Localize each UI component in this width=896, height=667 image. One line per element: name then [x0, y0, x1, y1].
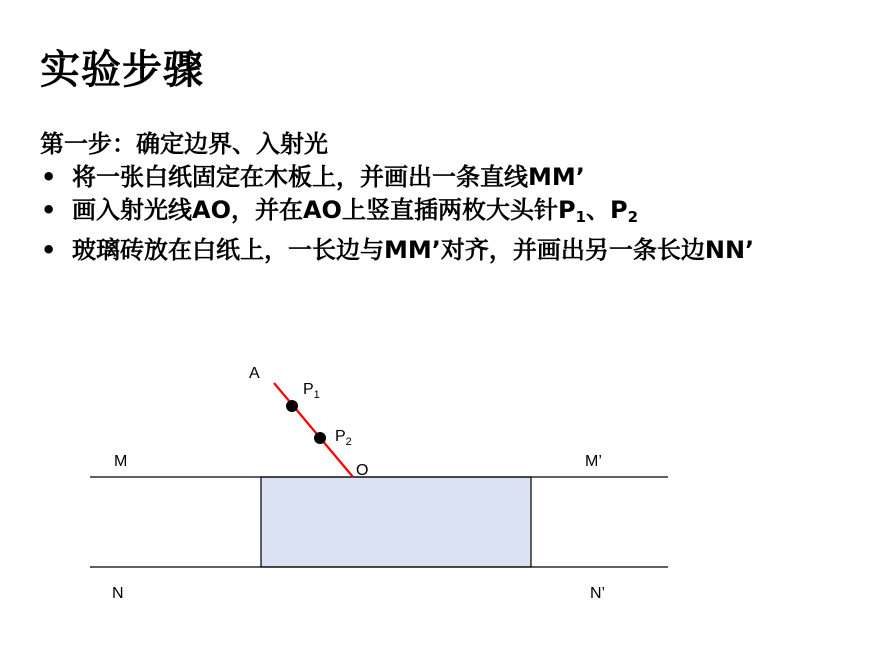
pin-p2 [314, 432, 326, 444]
bullet-text: 将一张白纸固定在木板上，并画出一条直线MM’ [72, 163, 585, 191]
label-p2-letter: P [335, 428, 346, 445]
bullet-dot: • [41, 236, 57, 264]
label-p1 [303, 381, 320, 401]
subscript: 2 [627, 208, 639, 226]
bullet-dot: • [41, 196, 57, 224]
step-heading: 第一步：确定边界、入射光 [40, 130, 328, 158]
label-m-prime: M’ [585, 453, 602, 470]
label-n-prime: N’ [590, 585, 606, 602]
label-n: N [112, 585, 124, 602]
bullet-text: 玻璃砖放在白纸上，一长边与MM’对齐，并画出另一条长边NN’ [72, 236, 755, 264]
subscript: 1 [575, 208, 586, 226]
slide-title: 实验步骤 [40, 47, 204, 93]
pin-p1 [286, 400, 298, 412]
label-p1-sub: 1 [313, 389, 320, 401]
label-o: O [356, 462, 369, 479]
label-p2 [335, 428, 352, 448]
label-p2-sub: 2 [345, 436, 352, 448]
label-a: A [249, 365, 260, 382]
bullet-text-part: 、P [585, 196, 628, 224]
label-p1-letter: P [303, 381, 314, 398]
label-m: M [114, 453, 128, 470]
glass-block [261, 477, 531, 567]
bullet-text-part: 画入射光线AO，并在AO上竖直插两枚大头针P [72, 196, 576, 224]
bullet-dot: • [41, 163, 57, 191]
